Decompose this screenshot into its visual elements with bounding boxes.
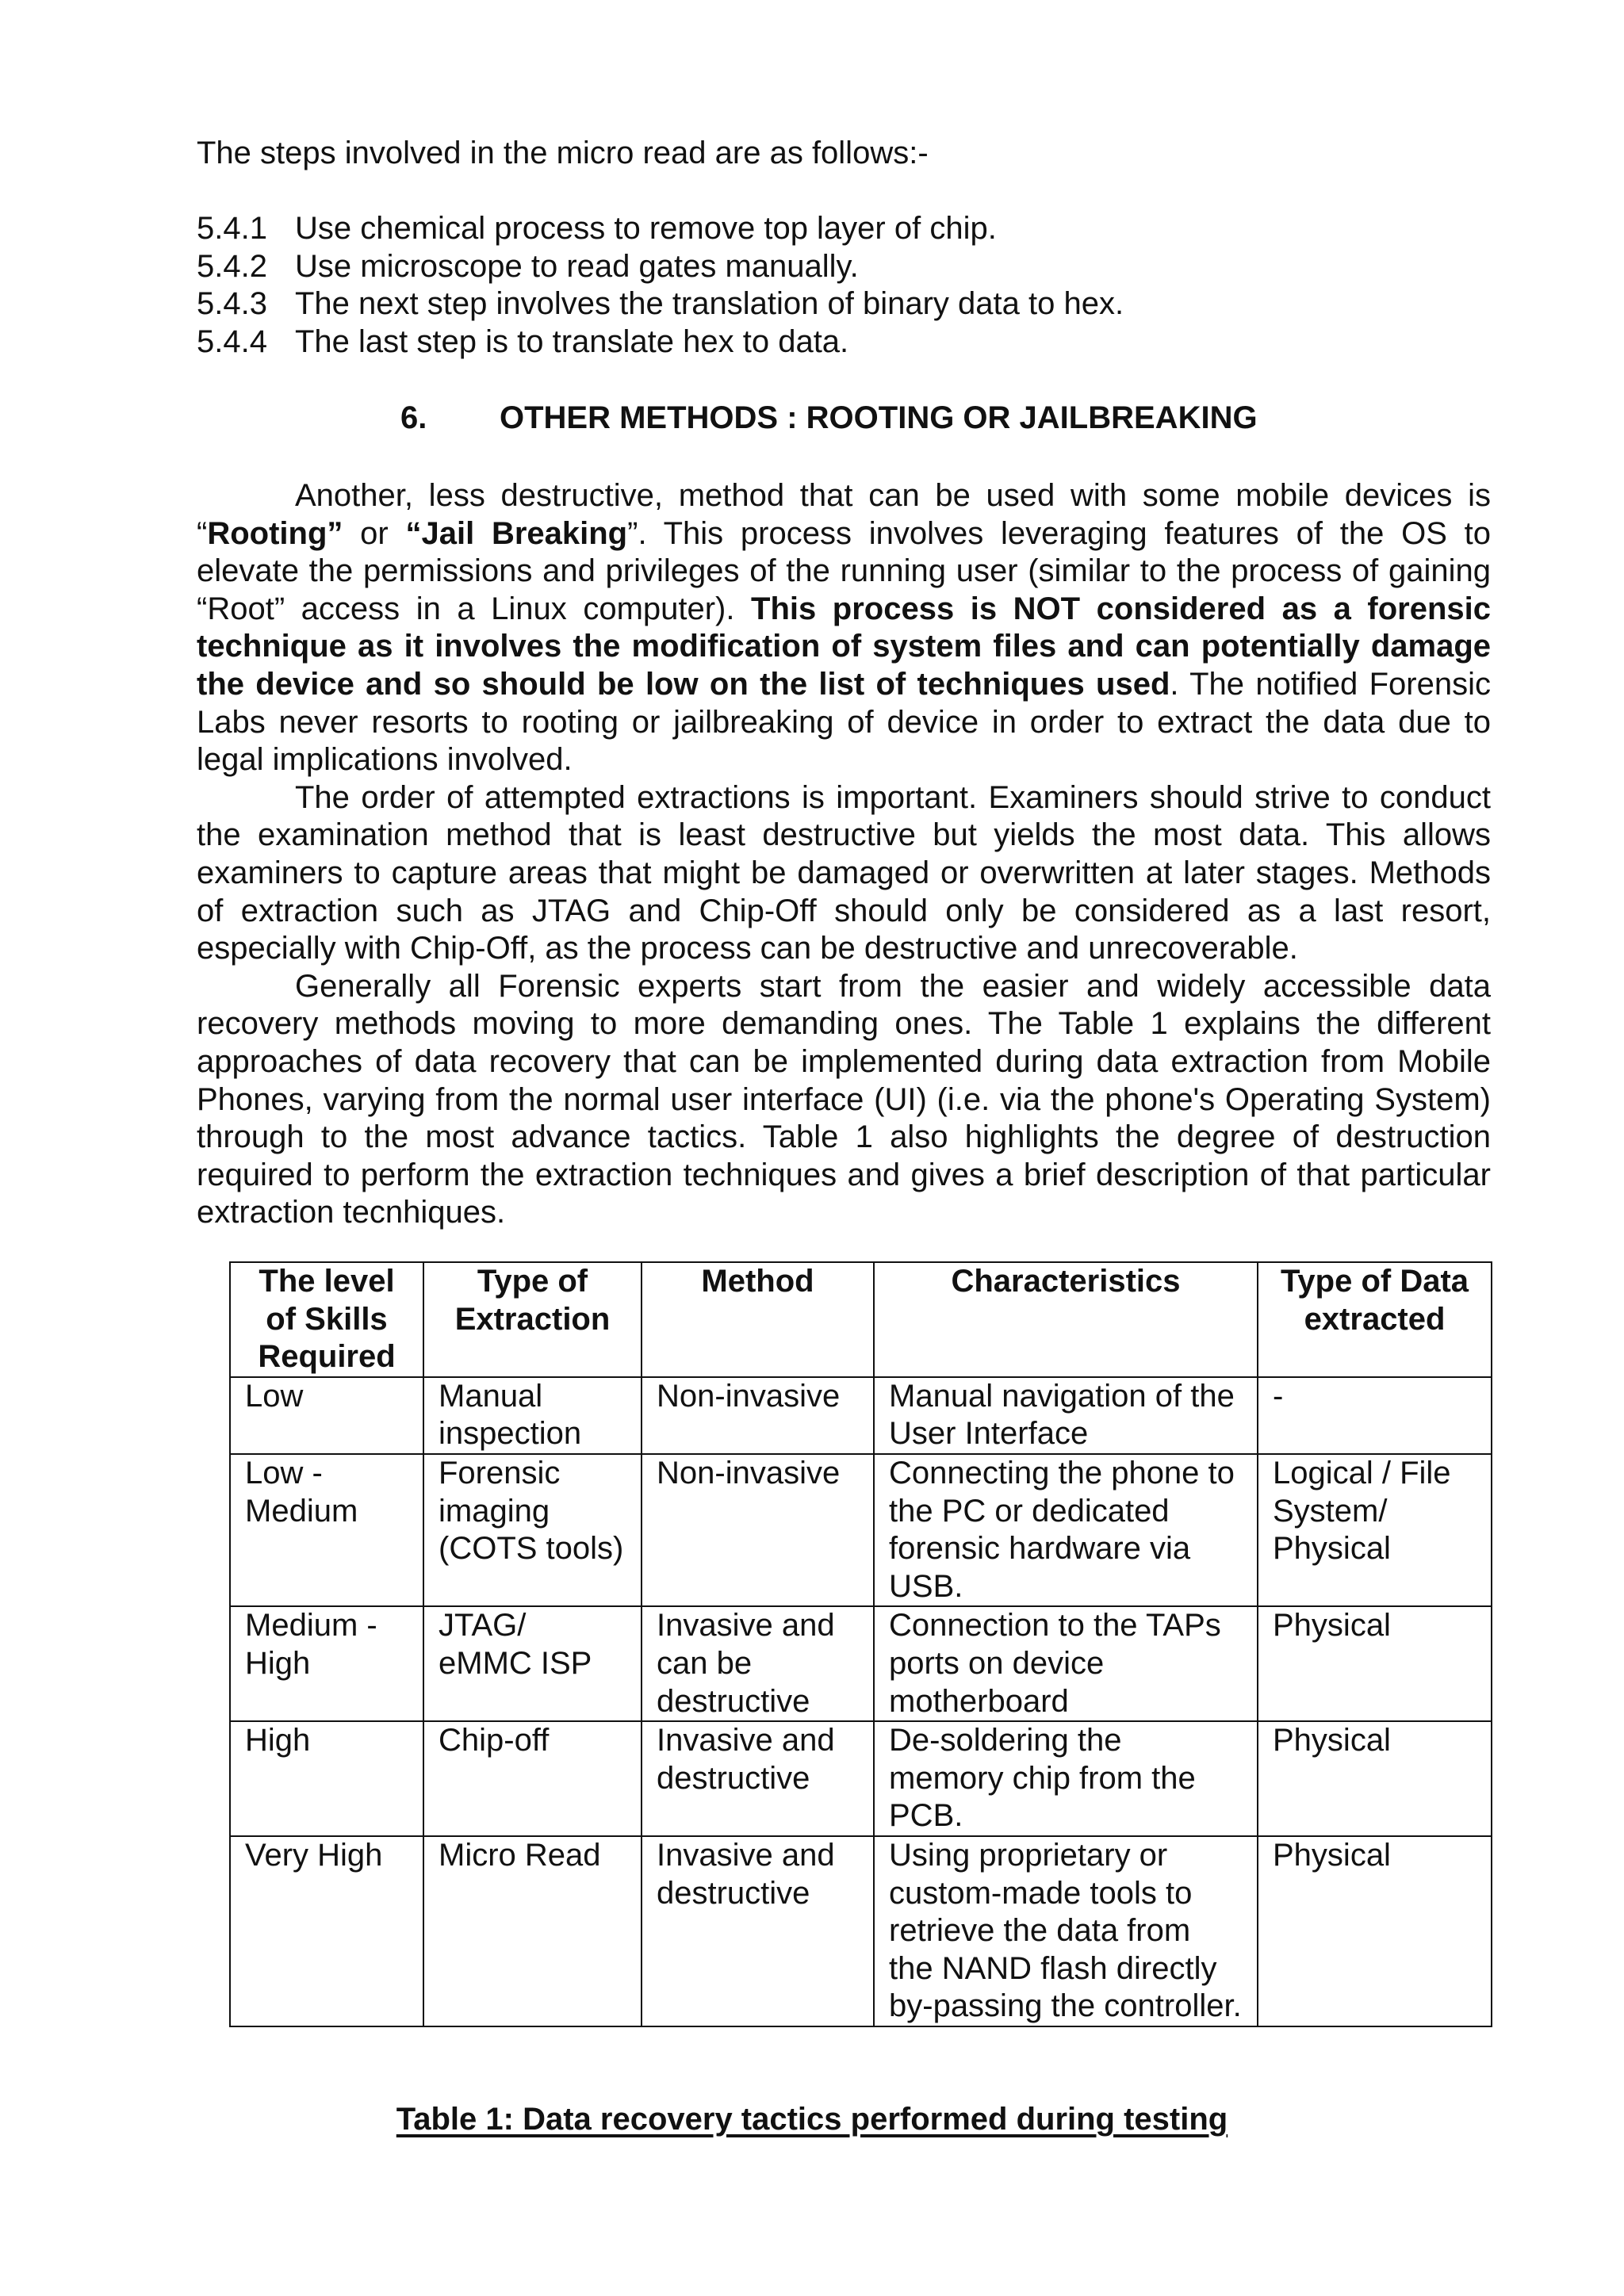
table-cell: Physical [1258, 1606, 1492, 1721]
table-row [230, 1836, 1492, 2026]
table-cell: Logical / File System/ Physical [1258, 1454, 1492, 1606]
paragraph-rooting [197, 477, 1491, 779]
para-text: . The notified Forensic Labs never resorts to rooting or jailbreaking of device in order to extract the data due to legal implications involved. [197, 666, 1491, 778]
para-text: Another, less destructive, method that can be used with some mobile devices is “ [197, 478, 1491, 551]
step-number: 5.4.1 [197, 211, 267, 246]
paragraph-extraction-order: The order of attempted extractions is important. Examiners should strive to conduct the examination method that is least destructive but yields the most data. This allows examiners to capture areas that might be damaged or overwritten at later stages. Methods of extraction such as JTAG and Chip-Off should only be considered as a last resort, especially with Chip-Off, as the process can be destructive and unrecoverable. [197, 779, 1491, 966]
table-cell: Medium - High [230, 1606, 423, 1721]
table-cell: Physical [1258, 1721, 1492, 1836]
table-cell: Connecting the phone to the PC or dedicated forensic hardware via USB. [874, 1454, 1258, 1606]
step-number: 5.4.4 [197, 323, 267, 359]
steps-list [197, 210, 1124, 361]
section-heading [400, 400, 1258, 438]
list-item [197, 285, 1124, 323]
table-cell: Invasive and destructive [642, 1721, 874, 1836]
table-row [230, 1606, 1492, 1721]
para-text: or [343, 515, 406, 551]
table-cell: JTAG/ eMMC ISP [423, 1606, 642, 1721]
table-cell: Low [230, 1377, 423, 1454]
para-bold: “Jail Breaking [405, 515, 628, 551]
table-cell: Forensic imaging (COTS tools) [423, 1454, 642, 1606]
header-skill-level: The level of Skills Required [230, 1262, 423, 1377]
data-recovery-table [229, 1261, 1492, 2027]
table-cell: Non-invasive [642, 1454, 874, 1606]
step-text: The last step is to translate hex to data. [295, 323, 849, 359]
header-method: Method [642, 1262, 874, 1377]
step-number: 5.4.2 [197, 248, 267, 284]
para-bold: This process is NOT considered as a forensic technique as it involves the modification of system files and can potentially damage the device and so should be low on the list of techniques used [197, 591, 1491, 702]
table-cell: Manual navigation of the User Interface [874, 1377, 1258, 1454]
list-item [197, 248, 1124, 286]
table-row [230, 1454, 1492, 1606]
para-text: ”. This process involves leveraging features of the OS to elevate the permissions and privileges of the running user (similar to the process of gaining “Root” access in a Linux computer). [197, 515, 1491, 626]
table-cell: Manual inspection [423, 1377, 642, 1454]
table-cell: Micro Read [423, 1836, 642, 2026]
table-cell: Invasive and can be destructive [642, 1606, 874, 1721]
para-bold: Rooting” [207, 515, 343, 551]
step-text: Use chemical process to remove top layer of chip. [295, 211, 997, 246]
table-cell: De-soldering the memory chip from the PCB. [874, 1721, 1258, 1836]
step-text: The next step involves the translation of binary data to hex. [295, 286, 1124, 322]
step-number: 5.4.3 [197, 286, 267, 322]
table-cell: Connection to the TAPs ports on device motherboard [874, 1606, 1258, 1721]
table-cell: Non-invasive [642, 1377, 874, 1454]
table-row [230, 1721, 1492, 1836]
table-cell: Chip-off [423, 1721, 642, 1836]
table-caption-text: Table 1: Data recovery tactics performed during testing [396, 2102, 1228, 2137]
header-data-type: Type of Data extracted [1258, 1262, 1492, 1377]
table-cell: - [1258, 1377, 1492, 1454]
header-characteristics: Characteristics [874, 1262, 1258, 1377]
table-cell: Invasive and destructive [642, 1836, 874, 2026]
step-text: Use microscope to read gates manually. [295, 248, 859, 284]
table-cell: Physical [1258, 1836, 1492, 2026]
table-cell: High [230, 1721, 423, 1836]
header-extraction-type: Type of Extraction [423, 1262, 642, 1377]
section-title: OTHER METHODS : ROOTING OR JAILBREAKING [500, 400, 1258, 435]
table-caption [0, 2101, 1624, 2139]
paragraph-approaches: Generally all Forensic experts start from the easier and widely accessible data recovery methods moving to more demanding ones. The Table 1 explains the different approaches of data recovery that can be implemented during data extraction from Mobile Phones, varying from the normal user interface (UI) (i.e. via the phone's Operating System) through to the most advance tactics. Table 1 also highlights the degree of destruction required to perform the extraction techniques and gives a brief description of that particular extraction tecnhiques. [197, 968, 1491, 1230]
list-item [197, 210, 1124, 248]
table-cell: Very High [230, 1836, 423, 2026]
table-header-row [230, 1262, 1492, 1377]
intro-text: The steps involved in the micro read are as follows:- [197, 136, 929, 170]
table-row [230, 1377, 1492, 1454]
table-cell: Low - Medium [230, 1454, 423, 1606]
body-text [197, 477, 1491, 1232]
list-item [197, 323, 1124, 362]
section-number: 6. [400, 400, 427, 435]
table-cell: Using proprietary or custom-made tools to retrieve the data from the NAND flash directly by-passing the controller. [874, 1836, 1258, 2026]
